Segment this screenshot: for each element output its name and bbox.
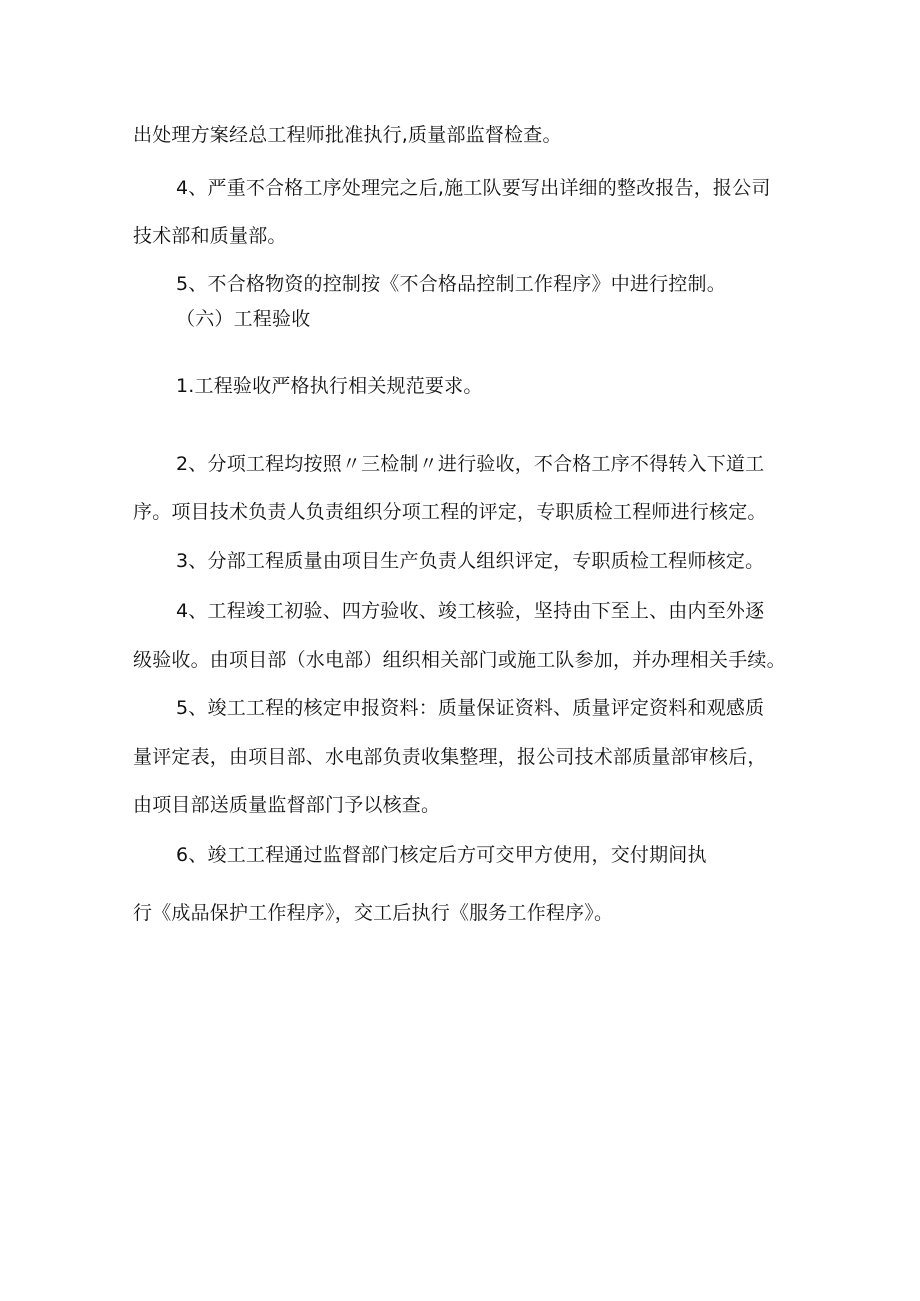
paragraph-line: 4、工程竣工初验、四方验收、竣工核验，坚持由下至上、由内至外逐 xyxy=(176,600,765,622)
paragraph-line: 5、不合格物资的控制按《不合格品控制工作程序》中进行控制。 xyxy=(176,273,726,295)
paragraph-line: 1.工程验收严格执行相关规范要求。 xyxy=(176,375,483,397)
paragraph-line: 出处理方案经总工程师批准执行,质量部监督检查。 xyxy=(133,124,562,146)
paragraph-line: 由项目部送质量监督部门予以核查。 xyxy=(133,794,441,816)
paragraph-line: 5、竣工工程的核定申报资料：质量保证资料、质量评定资料和观感质 xyxy=(176,697,765,719)
paragraph-line: 6、竣工工程通过监督部门核定后方可交甲方使用，交付期间执 xyxy=(176,844,707,866)
paragraph-line: 序。项目技术负责人负责组织分项工程的评定，专职质检工程师进行核定。 xyxy=(133,501,767,523)
paragraph-line: 3、分部工程质量由项目生产负责人组织评定，专职质检工程师核定。 xyxy=(176,550,765,572)
paragraph-line: 2、分项工程均按照〃三检制〃进行验收，不合格工序不得转入下道工 xyxy=(176,453,765,475)
paragraph-line: 级验收。由项目部（水电部）组织相关部门或施工队参加，并办理相关手续。 xyxy=(133,649,786,671)
section-heading: （六）工程验收 xyxy=(176,308,311,330)
paragraph-line: 量评定表，由项目部、水电部负责收集整理，报公司技术部质量部审核后， xyxy=(133,746,767,768)
paragraph-line: 4、严重不合格工序处理完之后,施工队要写出详细的整改报告，报公司 xyxy=(176,177,771,199)
paragraph-line: 行《成品保护工作程序》，交工后执行《服务工作程序》。 xyxy=(133,902,614,924)
paragraph-line: 技术部和质量部。 xyxy=(133,225,287,247)
